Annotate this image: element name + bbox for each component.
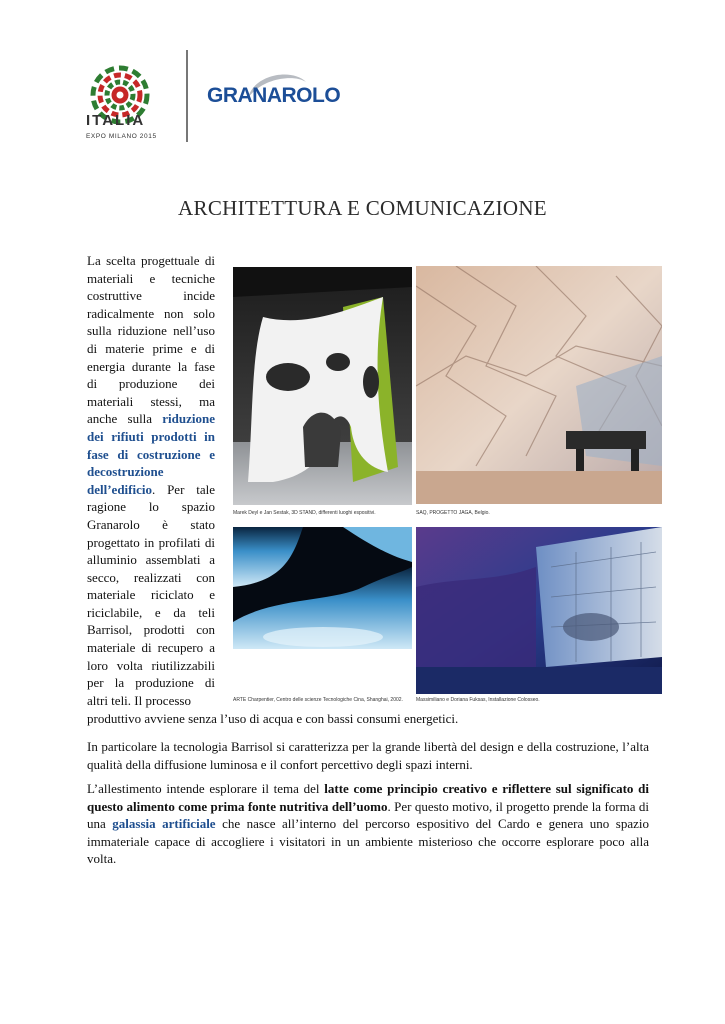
granarolo-brand-text: GRANAROLO [207,84,341,107]
paragraph-1-part2: . Per tale ragione lo spazio Granarolo è stato progettato in profilati di alluminio assemblati a secco, realizzati con materiale riciclato e riciclabile, e da teli Barrisol, prodotti con materiale di recupero a loro volta riutilizzabili per la produzione di altri teli. Il processo [87,481,215,708]
paragraph-1-continuation: produttivo avviene senza l’uso di acqua e con bassi consumi energetici. [87,711,459,726]
paragraph-3-bold: latte come principio creativo e riflettere sul significato di questo alimento come prima fonte nutritiva dell’uomo [87,781,650,814]
paragraph-2: In particolare la tecnologia Barrisol si caratterizza per la grande libertà del design e della costruzione, l’alta qualità della diffusione luminosa e il confort percettivo degli spazi interni. [87,739,649,772]
page-title: ARCHITETTURA E COMUNICAZIONE [178,196,547,220]
caption-photo-3: ARTE Charpentier, Centro delle scienze Tecnologiche Cina, Shanghai, 2002. [233,697,403,703]
caption-photo-4: Massimiliano e Doriana Fuksas, Installazione Colosseo. [416,697,540,703]
paragraph-1-part1: La scelta progettuale di materiali e tecniche costruttive incide radicalmente non solo sulla riduzione nell’uso di materie prime e di energia durante la fase di produzione dei materiali stessi, ma anche sulla [87,253,215,427]
caption-photo-1: Marek Deyl e Jan Sestak, 3D STAND, differenti luoghi espositivi. [233,510,376,516]
expo-rosette-icon [80,46,160,146]
caption-photo-2: SAQ, PROGETTO JAGA, Belgio. [416,510,490,516]
paragraph-3-highlight: galassia artificiale [112,816,216,832]
photo-installazione-colosseo [416,527,662,694]
photo-progetto-jaga [416,266,662,504]
photo-centro-scienze [233,527,412,649]
paragraph-3-part1: L’allestimento intende esplorare il tema del [87,781,325,796]
paragraph-3-part2: . Per questo motivo, il progetto prende la forma di una [87,798,649,832]
paragraph-3-part3: che nasce all’interno del percorso espositivo del Cardo e genera uno spazio immateriale capace di accogliere i visitatori in un ambiente misterioso che occorre esplorare poco alla volta. [87,816,649,867]
expo-subtitle: EXPO MILANO 2015 [86,133,157,140]
paragraph-1 [87,252,215,709]
expo-brand-text: ITALIA [86,112,146,129]
photo-3d-stand [233,267,412,505]
paragraph-3 [87,780,649,868]
paragraph-1-highlight: riduzione dei rifiuti prodotti in fase di costruzione e decostruzione dell’edificio [87,411,215,497]
header-divider [186,50,188,142]
